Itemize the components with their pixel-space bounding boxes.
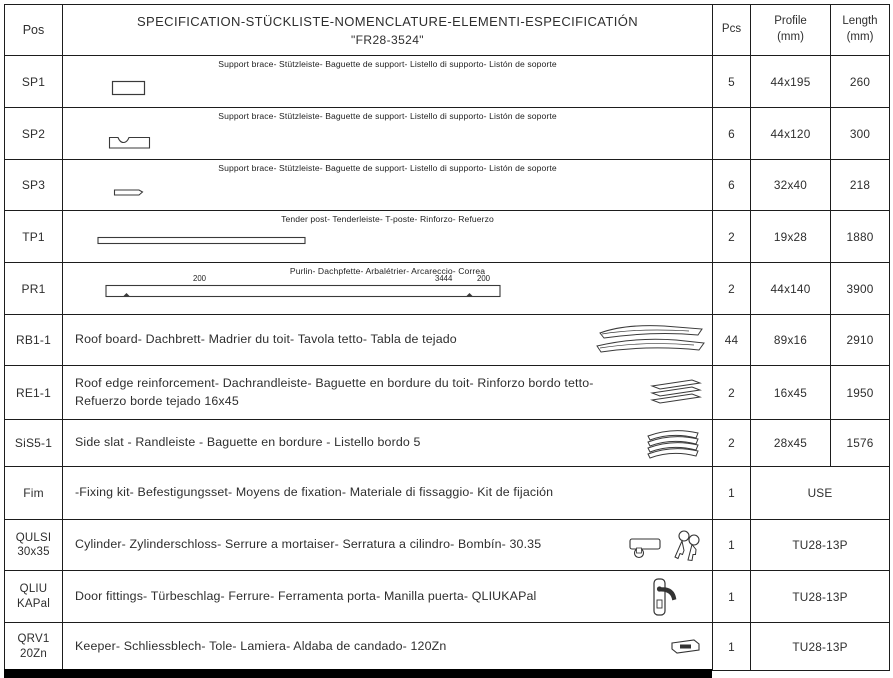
table-row [5,160,890,211]
spec-cell [63,211,713,263]
profile-length-merged-cell: TU28-13P [751,623,890,671]
header-profile [751,5,831,56]
item-description: Side slat - Randleiste - Baguette en bordure - Listello bordo 5 [75,435,421,449]
item-caption: Tender post- Tenderleiste- T-poste- Rinforzo- Refuerzo [281,214,494,224]
spec-cell [63,420,713,467]
support-brace-2-drawing [108,132,152,152]
profile-cell: 44x195 [751,56,831,108]
spec-cell [63,467,713,520]
length-cell: 1950 [831,366,890,420]
table-row [5,467,890,520]
pos-cell: RB1-1 [5,315,63,366]
item-caption: Support brace- Stützleiste- Baguette de support- Listello di supporto- Listón de soporte [218,111,557,121]
tender-post-drawing [97,235,309,247]
item-caption: Purlin- Dachpfette- Arbalétrier- Arcareccio- Correa [289,266,486,276]
profile-length-merged-cell: TU28-13P [751,520,890,571]
length-cell: 1880 [831,211,890,263]
dim-label-left: 200 [193,274,207,283]
pos-cell: QLIU KAPal [5,571,63,623]
table-row [5,315,890,366]
item-description: Door fittings- Türbeschlag- Ferrure- Ferramenta porta- Manilla puerta- QLIUKAPal [75,588,537,603]
table-row [5,623,890,671]
profile-cell: 44x140 [751,263,831,315]
item-description: -Fixing kit- Befestigungsset- Moyens de fixation- Materiale di fissaggio- Kit de fijación [75,485,554,499]
length-cell: 1576 [831,420,890,467]
header-profile-label: Profile [774,15,807,28]
header-profile-unit: (mm) [777,31,804,43]
table-row [5,420,890,467]
header-pcs [713,5,751,56]
spec-cell [63,315,713,366]
pcs-cell: 2 [713,366,751,420]
support-brace-1-drawing [111,79,149,99]
sheet-model: "FR28-3524" [351,32,424,47]
spec-cell [63,108,713,160]
pcs-cell: 1 [713,520,751,571]
table-row [5,366,890,420]
header-pcs-label: Pcs [721,23,742,36]
length-cell: 260 [831,56,890,108]
item-description: Roof board- Dachbrett- Madrier du toit- Tavola tetto- Tabla de tejado [75,332,457,346]
support-brace-3-drawing [113,187,145,199]
keeper-drawing [670,638,702,656]
pos-cell: SP2 [5,108,63,160]
pos-cell: SP1 [5,56,63,108]
pos-cell: QRV1 20Zn [5,623,63,671]
table-row [5,108,890,160]
cylinder-lock-drawing [628,528,702,564]
length-cell: 300 [831,108,890,160]
side-slat-drawing [644,426,704,462]
roof-edge-drawing [648,378,704,410]
pos-cell: SP3 [5,160,63,211]
pos-cell: RE1-1 [5,366,63,420]
door-fittings-drawing [650,577,684,619]
dim-label-mid: 3444 [435,274,453,283]
profile-cell: 44x120 [751,108,831,160]
pcs-cell: 1 [713,623,751,671]
length-cell: 218 [831,160,890,211]
table-row [5,56,890,108]
spec-cell [63,571,713,623]
sheet-title: SPECIFICATION-STÜCKLISTE-NOMENCLATURE-ELEMENTI-ESPECIFICATIÓN [136,13,639,29]
item-description: Keeper- Schliessblech- Tole- Lamiera- Aldaba de candado- 120Zn [75,638,447,653]
table-row [5,211,890,263]
spec-table [4,4,890,671]
specification-sheet [4,4,890,671]
header-pos [5,5,63,56]
pcs-cell: 2 [713,420,751,467]
item-description: Cylinder- Zylinderschloss- Serrure a mortaiser- Serratura a cilindro- Bombín- 30.35 [75,537,542,551]
pcs-cell: 2 [713,211,751,263]
item-description: Roof edge reinforcement- Dachrandleiste- Baguette en bordure du toit- Rinforzo bordo tetto- Refuerzo borde tejado 16x45 [75,375,594,408]
item-caption: Support brace- Stützleiste- Baguette de support- Listello di supporto- Listón de soporte [218,59,557,69]
table-header-row [5,5,890,56]
profile-cell: 28x45 [751,420,831,467]
bottom-black-bar [4,669,712,678]
purlin-bar-drawing [105,284,503,302]
roof-board-drawing [594,322,706,360]
header-length-label: Length [842,15,878,28]
spec-cell [63,366,713,420]
profile-cell: 16x45 [751,366,831,420]
pcs-cell: 1 [713,467,751,520]
pos-cell: SiS5-1 [5,420,63,467]
pos-cell: Fim [5,467,63,520]
pcs-cell: 5 [713,56,751,108]
table-row [5,520,890,571]
pcs-cell: 6 [713,108,751,160]
pcs-cell: 1 [713,571,751,623]
header-pos-label: Pos [22,23,45,37]
profile-length-merged-cell: TU28-13P [751,571,890,623]
header-length-unit: (mm) [846,31,874,43]
spec-cell [63,160,713,211]
dim-label-right: 200 [477,274,491,283]
header-title [63,5,713,56]
length-cell: 2910 [831,315,890,366]
pos-cell: PR1 [5,263,63,315]
pcs-cell: 44 [713,315,751,366]
spec-cell [63,520,713,571]
table-row [5,263,890,315]
spec-cell [63,56,713,108]
spec-cell [63,263,713,315]
length-cell: 3900 [831,263,890,315]
profile-length-merged-cell: USE [751,467,890,520]
spec-cell [63,623,713,671]
pos-cell: TP1 [5,211,63,263]
pcs-cell: 6 [713,160,751,211]
pos-cell: QULSI 30x35 [5,520,63,571]
header-length [831,5,890,56]
purlin-drawing [105,274,505,308]
profile-cell: 89x16 [751,315,831,366]
pcs-cell: 2 [713,263,751,315]
profile-cell: 32x40 [751,160,831,211]
table-row [5,571,890,623]
item-caption: Support brace- Stützleiste- Baguette de support- Listello di supporto- Listón de soporte [218,163,557,173]
profile-cell: 19x28 [751,211,831,263]
